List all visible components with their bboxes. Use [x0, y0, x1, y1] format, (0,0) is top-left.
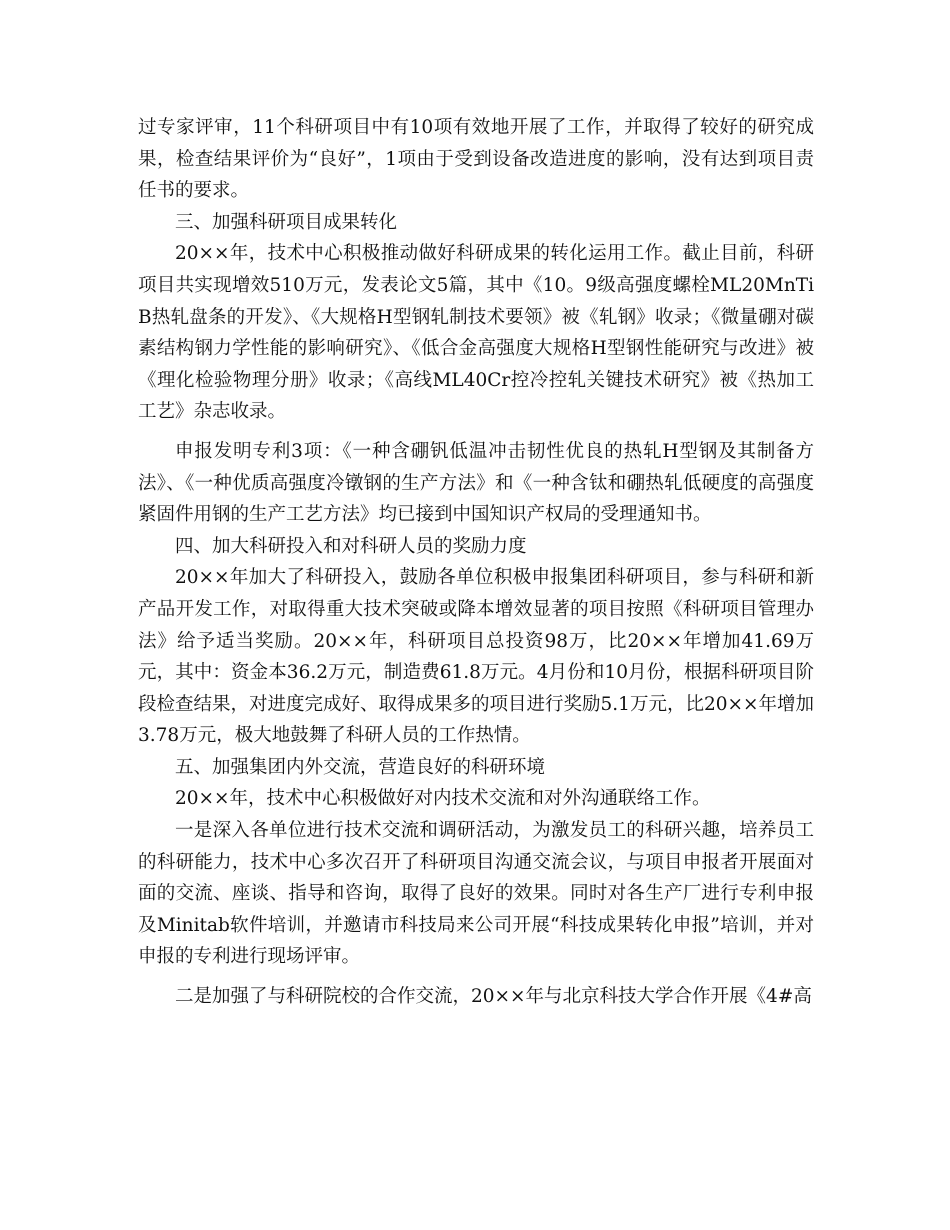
paragraph-exchange-external: 二是加强了与科研院校的合作交流，20××年与北京科技大学合作开展《4#高: [175, 986, 812, 1008]
paragraph-investment: 20××年加大了科研投入，鼓励各单位积极申报集团科研项目，参与科研和新产品开发工作，对取得重大技术突破或降本增效显著的项目按照《科研项目管理办法》给予适当奖励。20××年，科研项目总投资98万，比20××年增加41.69万元，其中：资金本36.2万元，制造费61.8万元。4月份和10月份，根据科研项目阶段检查结果，对进度完成好、取得成果多的项目进行奖励5.1万元，比20××年增加3.78万元，极大地鼓舞了科研人员的工作热情。: [138, 567, 814, 747]
paragraph-achievement-transfer: 20××年，技术中心积极推动做好科研成果的转化运用工作。截止目前，科研项目共实现增效510万元，发表论文5篇，其中《10。9级高强度螺栓ML20MnTiB热轧盘条的开发》、《大规格H型钢轧制技术要领》被《轧钢》收录；《微量硼对碳素结构钢力学性能的影响研究》、《低合金高强度大规格H型钢性能研究与改进》被《理化检验物理分册》收录；《高线ML40Cr控冷控轧关键技术研究》被《热加工工艺》杂志收录。: [138, 243, 814, 423]
document-page: [138, 112, 814, 1013]
paragraph-exchange-intro: 20××年，技术中心积极做好对内技术交流和对外沟通联络工作。: [175, 788, 711, 810]
section-heading-4: 四、加大科研投入和对科研人员的奖励力度: [175, 535, 527, 557]
section-heading-3: 三、加强科研项目成果转化: [175, 211, 398, 233]
paragraph-patents: 申报发明专利3项：《一种含硼钒低温冲击韧性优良的热轧H型钢及其制备方法》、《一种优质高强度冷镦钢的生产方法》和《一种含钛和硼热轧低硬度的高强度紧固件用钢的生产工艺方法》均已接到中国知识产权局的受理通知书。: [138, 440, 814, 526]
section-heading-5: 五、加强集团内外交流，营造良好的科研环境: [175, 756, 546, 778]
paragraph-continuation: 过专家评审，11个科研项目中有10项有效地开展了工作，并取得了较好的研究成果，检查结果评价为“良好”，1项由于受到设备改造进度的影响，没有达到项目责任书的要求。: [138, 117, 814, 202]
paragraph-exchange-internal: 一是深入各单位进行技术交流和调研活动，为激发员工的科研兴趣，培养员工的科研能力，技术中心多次召开了科研项目沟通交流会议，与项目申报者开展面对面的交流、座谈、指导和咨询，取得了良好的效果。同时对各生产厂进行专利申报及Minitab软件培训，并邀请市科技局来公司开展“科技成果转化申报”培训，并对申报的专利进行现场评审。: [138, 820, 814, 968]
